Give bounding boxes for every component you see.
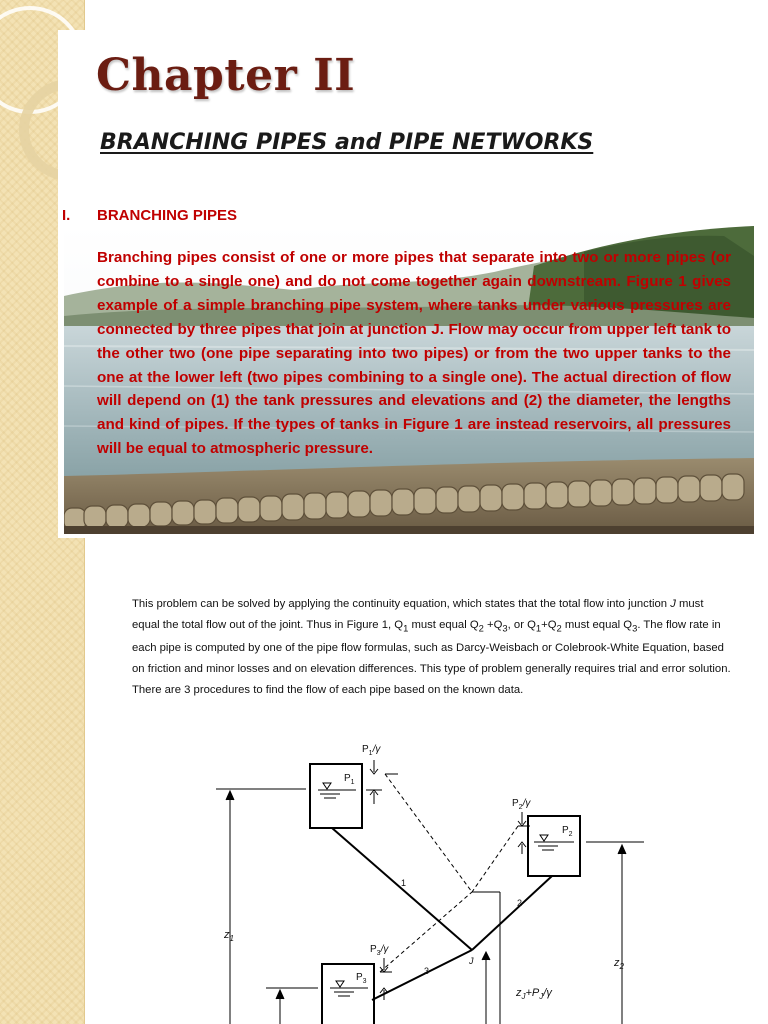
p2-gamma-label: $P_2/\gamma$	[512, 798, 531, 811]
text-run: must equal Q	[561, 618, 633, 631]
arrow-icon	[276, 990, 284, 999]
pipe-2	[472, 876, 552, 950]
text-run: must equal Q	[408, 618, 479, 631]
branching-pipe-figure	[0, 730, 768, 1024]
pipe-2-label: 2	[517, 898, 523, 908]
text-run: must equal the total flow out of the joint. Thus in Figure 1, Q	[132, 598, 704, 631]
chapter-title: Chapter II	[96, 50, 356, 101]
branching-pipes-paragraph: Branching pipes consist of one or more pipes that separate into two or more pipes (or combine to a single one) and do not come together again downstream. Figure 1 gives example of a simple branching pipe system, where tanks under various pressures are connected by three pipes that join at junction J. Flow may occur from upper left tank to the other two (one pipe separating into two pipes) or from the two upper tanks to the one at the lower left (two pipes combining to a single one). The actual direction of flow will depend on (1) the tank pressures and elevations and (2) the diameter, the lengths and kind of pipes. If the types of tanks in Figure 1 are instead reservoirs, all pressures will be equal to atmospheric pressure.	[97, 249, 731, 458]
zj-label: $z_J+P_J/\gamma$	[516, 987, 552, 1001]
pipe-1	[332, 828, 472, 950]
pipe-3-label: 3	[424, 966, 430, 976]
tank3-label: $P_3$	[356, 972, 367, 985]
subscript: 2	[478, 621, 484, 633]
tank-3	[322, 964, 374, 1024]
text-run: This problem can be solved by applying the continuity equation, which states that the total flow into junction	[132, 598, 671, 610]
hgl-1	[385, 774, 472, 892]
arrow-icon	[618, 845, 626, 854]
continuity-paragraph	[132, 594, 732, 700]
section-title: BRANCHING PIPES	[97, 207, 238, 224]
text-run: +Q	[483, 618, 503, 631]
subscript: 3	[632, 621, 638, 633]
tank-1	[310, 764, 362, 828]
tank1-label: $P_1$	[344, 773, 355, 786]
subscript: 1	[535, 621, 542, 633]
subscript: 1	[403, 621, 409, 633]
hgl-2	[472, 826, 518, 892]
hgl-3	[380, 892, 472, 972]
p3-gamma-label: $P_3/\gamma$	[370, 944, 389, 957]
junction-label: J	[469, 956, 474, 966]
text-run: +Q	[541, 618, 557, 631]
subscript: 2	[556, 621, 562, 633]
subscript: 3	[502, 621, 508, 633]
junction-italic: J	[670, 598, 676, 610]
section-number: I.	[62, 207, 71, 224]
arrow-icon	[226, 791, 234, 800]
tank2-label: $P_2$	[562, 825, 573, 838]
z2-label: $z_2$	[614, 957, 624, 971]
p1-gamma-label: $P_1/\gamma$	[362, 744, 381, 757]
pipe-1-label: 1	[401, 878, 407, 888]
text-run: . The flow rate in each pipe is computed by one of the pipe flow formulas, such as Darcy-Weisbach or Colebrook-White Equation, based on friction and minor losses and on elevation differences. This type of problem generally requires trial and error solution. There are 3 procedures to find the flow of each pipe based on the known data.	[132, 618, 731, 696]
tank-2	[528, 816, 580, 876]
chapter-subtitle: BRANCHING PIPES and PIPE NETWORKS	[100, 130, 594, 155]
z1-label: $z_1$	[224, 929, 234, 943]
text-run: , or Q	[507, 618, 536, 631]
arrow-icon	[482, 952, 490, 960]
